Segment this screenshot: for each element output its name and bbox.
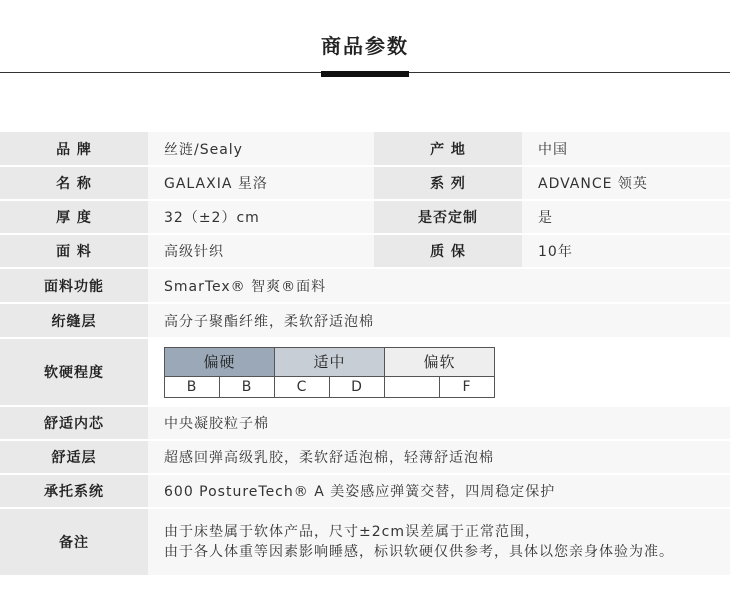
label-fabric: 面 料 xyxy=(0,235,148,267)
spec-table xyxy=(0,132,730,577)
firmness-group-medium: 适中 xyxy=(275,347,385,376)
label-fabric-function: 面料功能 xyxy=(0,269,148,302)
spec-row-firmness xyxy=(0,339,730,407)
value-comfort: 超感回弹高级乳胶，柔软舒适泡棉，轻薄舒适泡棉 xyxy=(148,441,730,473)
firmness-scale xyxy=(164,347,495,398)
label-brand: 品 牌 xyxy=(0,132,148,165)
value-quilting: 高分子聚酯纤维，柔软舒适泡棉 xyxy=(148,304,730,337)
label-remarks: 备注 xyxy=(0,509,148,575)
label-thickness: 厚 度 xyxy=(0,201,148,233)
value-fabric-function: SmarTex® 智爽®面料 xyxy=(148,269,730,302)
firmness-group-soft: 偏软 xyxy=(385,347,495,376)
firmness-level: C xyxy=(275,376,330,397)
spec-row-quilting xyxy=(0,304,730,339)
spec-row-support xyxy=(0,475,730,509)
firmness-level: B xyxy=(165,376,220,397)
value-origin: 中国 xyxy=(522,132,730,165)
page-title: 商品参数 xyxy=(321,34,409,58)
label-quilting: 绗缝层 xyxy=(0,304,148,337)
value-fabric: 高级针织 xyxy=(148,235,374,267)
value-firmness xyxy=(148,339,730,405)
label-series: 系 列 xyxy=(374,167,522,199)
label-warranty: 质 保 xyxy=(374,235,522,267)
value-brand: 丝涟/Sealy xyxy=(148,132,374,165)
label-support: 承托系统 xyxy=(0,475,148,507)
spec-row-thickness xyxy=(0,201,730,235)
spec-row-brand xyxy=(0,132,730,167)
firmness-level: B xyxy=(220,376,275,397)
value-core: 中央凝胶粒子棉 xyxy=(148,407,730,439)
label-name: 名 称 xyxy=(0,167,148,199)
value-support: 600 PostureTech® A 美姿感应弹簧交替，四周稳定保护 xyxy=(148,475,730,507)
value-custom: 是 xyxy=(522,201,730,233)
spec-row-fabric-function xyxy=(0,269,730,304)
remarks-line-1: 由于床垫属于软体产品，尺寸±2cm误差属于正常范围， xyxy=(164,524,540,540)
value-series: ADVANCE 领英 xyxy=(522,167,730,199)
label-firmness: 软硬程度 xyxy=(0,339,148,405)
value-warranty: 10年 xyxy=(522,235,730,267)
label-comfort: 舒适层 xyxy=(0,441,148,473)
label-custom: 是否定制 xyxy=(374,201,522,233)
label-origin: 产 地 xyxy=(374,132,522,165)
firmness-level-selected: E xyxy=(385,376,440,397)
firmness-level: F xyxy=(440,376,495,397)
label-core: 舒适内芯 xyxy=(0,407,148,439)
spec-row-fabric xyxy=(0,235,730,269)
spec-row-remarks xyxy=(0,509,730,577)
firmness-level: D xyxy=(330,376,385,397)
value-name: GALAXIA 星洛 xyxy=(148,167,374,199)
spec-row-comfort xyxy=(0,441,730,475)
spec-row-name xyxy=(0,167,730,201)
firmness-group-firm: 偏硬 xyxy=(165,347,275,376)
remarks-line-2: 由于各人体重等因素影响睡感，标识软硬仅供参考，具体以您亲身体验为准。 xyxy=(164,544,674,560)
value-thickness: 32（±2）cm xyxy=(148,201,374,233)
spec-row-core xyxy=(0,407,730,441)
value-remarks xyxy=(148,509,730,575)
title-accent-bar xyxy=(321,71,409,77)
